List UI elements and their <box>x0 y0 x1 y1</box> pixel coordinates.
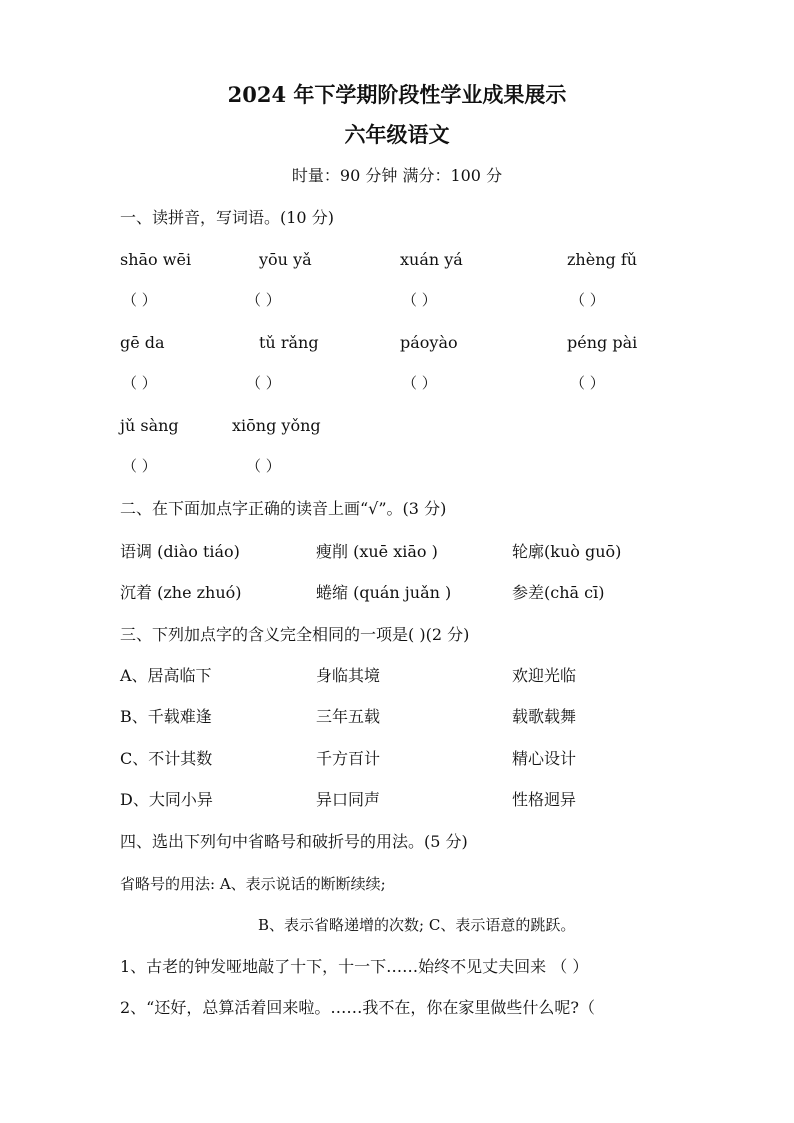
pinyin-item: xiōng yǒng <box>232 416 321 435</box>
section-3-heading: 三、下列加点字的含义完全相同的一项是( )(2 分) <box>120 625 470 644</box>
choice-option: C、不计其数 <box>120 749 213 768</box>
answer-blank[interactable]: （ ） <box>570 291 605 309</box>
exam-meta: 时量：90 分钟 满分：100 分 <box>291 166 503 185</box>
choice-word: 身临其境 <box>316 666 381 685</box>
section-2-heading: 二、在下面加点字正确的读音上画“√”。(3 分) <box>120 499 447 518</box>
exam-title: 2024 年下学期阶段性学业成果展示 <box>227 82 567 107</box>
usage-line: 省略号的用法: A、表示说话的断断续续; <box>120 875 386 893</box>
choice-word: 三年五载 <box>316 707 381 726</box>
answer-blank[interactable]: （ ） <box>246 291 281 309</box>
choice-word: 欢迎光临 <box>512 666 577 685</box>
reading-item: 语调 (diào tiáo) <box>120 542 240 561</box>
answer-blank[interactable]: （ ） <box>122 291 157 309</box>
pinyin-item: xuán yá <box>400 250 463 269</box>
pinyin-item: shāo wēi <box>120 250 192 269</box>
reading-item: 沉着 (zhe zhuó) <box>120 583 242 602</box>
answer-blank[interactable]: （ ） <box>402 291 437 309</box>
pinyin-item: yōu yǎ <box>259 250 312 269</box>
choice-word: 性格迥异 <box>512 790 577 809</box>
choice-option: A、居高临下 <box>120 666 212 685</box>
section-1-heading: 一、读拼音，写词语。(10 分) <box>120 208 334 227</box>
pinyin-item: jǔ sàng <box>120 416 179 435</box>
choice-word: 载歌载舞 <box>512 707 577 726</box>
answer-blank[interactable]: （ ） <box>246 457 281 475</box>
choice-word: 异口同声 <box>316 790 381 809</box>
pinyin-item: páoyào <box>400 333 458 352</box>
answer-blank[interactable]: （ ） <box>402 374 437 392</box>
answer-blank[interactable]: （ ） <box>246 374 281 392</box>
pinyin-item: zhèng fǔ <box>567 250 638 269</box>
reading-item: 瘦削 (xuē xiāo ) <box>316 542 438 561</box>
reading-item: 轮廓(kuò guō) <box>512 542 622 561</box>
pinyin-item: tǔ rǎng <box>259 333 319 352</box>
answer-blank[interactable]: （ ） <box>122 457 157 475</box>
question-2: 2、“还好，总算活着回来啦。……我不在，你在家里做些什么呢?（ <box>120 998 595 1017</box>
choice-word: 精心设计 <box>512 749 577 768</box>
pinyin-item: péng pài <box>567 333 638 352</box>
choice-option: D、大同小异 <box>120 790 213 809</box>
section-4-heading: 四、选出下列句中省略号和破折号的用法。(5 分) <box>120 832 468 851</box>
choice-word: 千方百计 <box>316 749 381 768</box>
reading-item: 参差(chā cī) <box>512 583 605 602</box>
exam-subtitle: 六年级语文 <box>344 122 450 147</box>
answer-blank[interactable]: （ ） <box>122 374 157 392</box>
usage-line: B、表示省略递增的次数; C、表示语意的跳跃。 <box>258 916 576 934</box>
question-1: 1、古老的钟发哑地敲了十下，十一下……始终不见丈夫回来 （ ） <box>120 957 589 976</box>
reading-item: 蜷缩 (quán juǎn ) <box>316 583 452 602</box>
choice-option: B、千载难逢 <box>120 707 212 726</box>
answer-blank[interactable]: （ ） <box>570 374 605 392</box>
pinyin-item: gē da <box>120 333 165 352</box>
